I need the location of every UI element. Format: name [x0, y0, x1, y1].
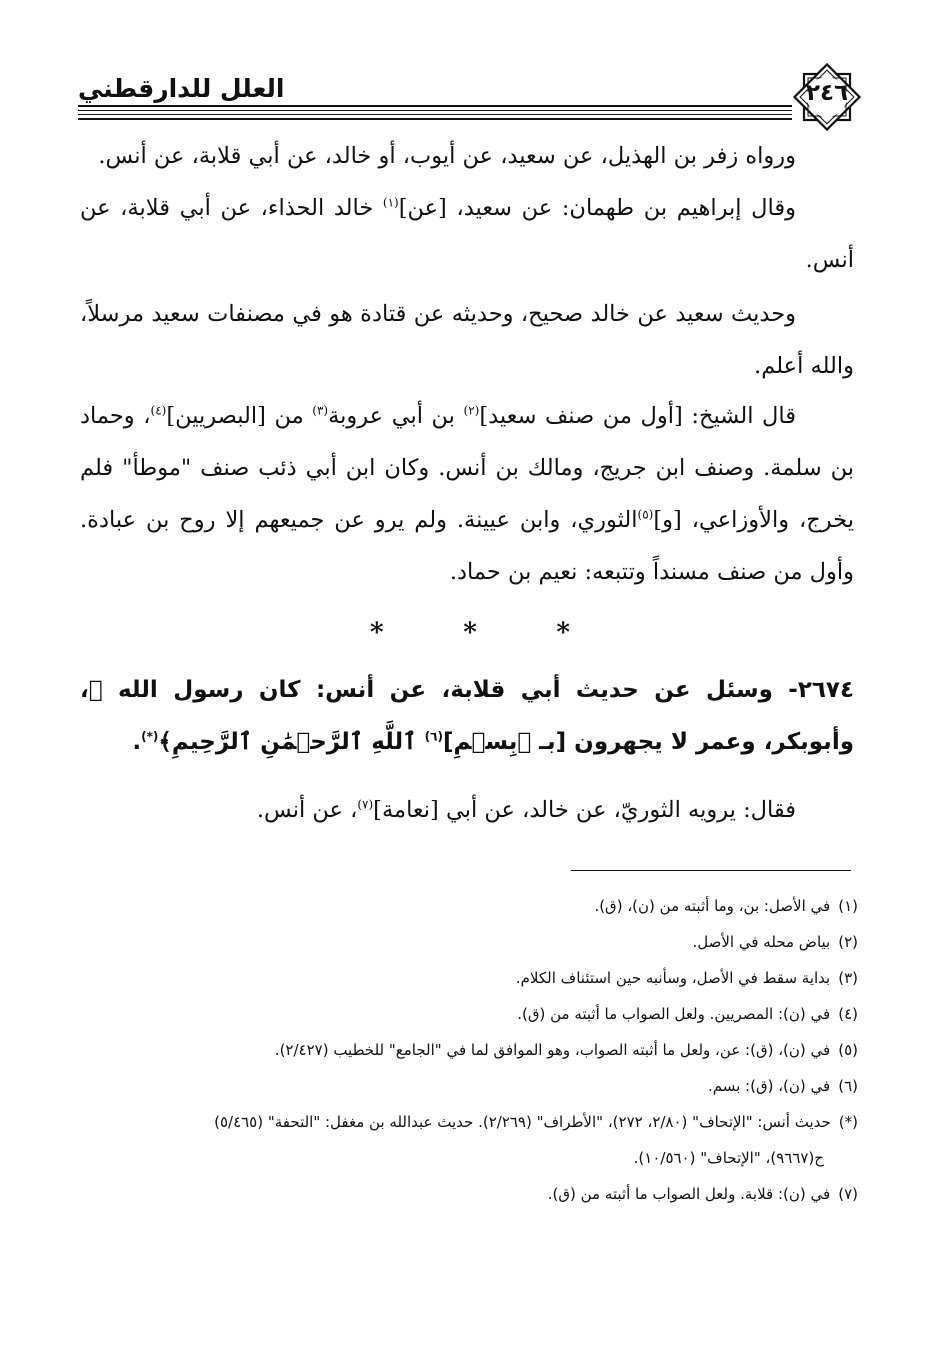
footnote	[84, 1176, 858, 1212]
paragraph: وحديث سعيد عن خالد صحيح، وحديثه عن قتادة هو في مصنفات سعيد مرسلاً، والله أعلم.	[80, 301, 854, 379]
paragraph	[80, 784, 854, 836]
paragraph: ورواه زفر بن الهذيل، عن سعيد، عن أيوب، أو خالد، عن أبي قلابة، عن أنس.	[98, 143, 796, 169]
footnote-separator	[571, 870, 851, 871]
header-rule	[78, 118, 792, 120]
asterisk-icon: *	[370, 618, 384, 648]
page-number: ٢٤٦	[805, 80, 849, 106]
footnote	[84, 960, 858, 996]
asterisk-icon: *	[463, 618, 477, 648]
header-rule	[78, 105, 792, 107]
footnote-text: في الأصل: بن، وما أثبته من (ن)، (ق).	[594, 897, 831, 915]
text-run: قال الشيخ: [أول من صنف سعيد]	[479, 403, 796, 429]
footnote-number: (٣)	[838, 969, 858, 987]
text-run: ٢٦٧٤- وسئل عن حديث أبي قلابة، عن أنس: كان رسول الله ﷺ، وأبوبكر، وعمر لا يجهرون [بـ ﴿بِسۡمِ]	[80, 677, 854, 755]
header-rule	[78, 114, 792, 115]
footnote-number: (٤)	[838, 1005, 858, 1023]
footnote-text: في (ن): قلابة. ولعل الصواب ما أثبته من (ق).	[547, 1185, 831, 1203]
paragraph	[80, 390, 854, 598]
asterisk-icon: *	[556, 618, 570, 648]
footnote	[84, 1068, 858, 1104]
footnote-number: (٥)	[838, 1041, 858, 1059]
footnote	[84, 1104, 858, 1140]
footnote-number: (٧)	[838, 1185, 858, 1203]
footnote-ref: (٧)	[357, 797, 374, 812]
text-run: الثوري، وابن عيينة. ولم يرو عن جميعهم إلا روح بن عبادة. وأول من صنف مسنداً وتتبعه: نعيم بن حماد.	[80, 507, 854, 585]
footnote-continuation: ح(٩٦٦٧)، "الإتحاف" (١٠/٥٦٠).	[633, 1149, 824, 1167]
footnote	[84, 1032, 858, 1068]
text-run: ، وحماد بن سلمة. وصنف ابن جريج، ومالك بن أنس. وكان ابن أبي ذئب صنف "موطأ" فلم يخرج، والأوزاعي، [و]	[80, 403, 854, 533]
footnote-ref: (٤)	[150, 403, 167, 418]
footnote-ref: (٢)	[463, 403, 480, 418]
text-run: خالد الحذاء، عن أبي قلابة، عن أنس.	[80, 195, 854, 273]
footnote-text: في (ن)، (ق): بسم.	[707, 1077, 831, 1095]
footnote-number: (*)	[838, 1113, 858, 1131]
text-run: .	[132, 729, 142, 755]
footnote-ref: (٦)	[424, 729, 443, 744]
text-run: وقال إبراهيم بن طهمان: عن سعيد، [عن]	[398, 195, 796, 221]
footnote-text: بداية سقط في الأصل، وسأنبه حين استئناف الكلام.	[515, 969, 831, 987]
entry-heading	[80, 664, 854, 768]
footnote-ref: (٥)	[637, 507, 654, 522]
footnote-ref: (٣)	[312, 403, 329, 418]
footnote	[84, 924, 858, 960]
text-run: بن أبي عروبة	[328, 403, 464, 429]
footnote-text: بياض محله في الأصل.	[692, 933, 831, 951]
footnote-number: (١)	[838, 897, 858, 915]
footnote-text: حديث أنس: "الإتحاف" (٢/٨٠، ٢٧٢)، "الأطراف" (٢/٢٦٩). حديث عبدالله بن مغفل: "التحفة" (٥/٤٦٥)	[214, 1113, 831, 1131]
footnote-number: (٢)	[838, 933, 858, 951]
footnotes	[84, 888, 858, 1212]
page-header	[78, 60, 848, 130]
footnote-text: في (ن): المصريين. ولعل الصواب ما أثبته من (ق).	[517, 1005, 831, 1023]
footnote-text: في (ن)، (ق): عن، ولعل ما أثبته الصواب، وهو الموافق لما في "الجامع" للخطيب (٢/٤٢٧).	[274, 1041, 831, 1059]
text-run: ٱللَّهِ ٱلرَّحۡمَٰنِ ٱلرَّحِيمِ﴾	[158, 729, 425, 755]
header-rule	[78, 110, 792, 111]
book-title: العلل للدارقطني	[78, 74, 285, 103]
text-run: ، عن أنس.	[256, 797, 358, 823]
footnote-ref: (١)	[382, 195, 399, 210]
section-divider	[370, 618, 570, 648]
paragraph	[80, 182, 854, 286]
text-run: فقال: يرويه الثوريّ، عن خالد، عن أبي [نعامة]	[373, 797, 796, 823]
footnote-ref: (*)	[141, 729, 159, 744]
text-run: من [البصريين]	[166, 403, 313, 429]
footnote	[84, 996, 858, 1032]
page-number-badge	[790, 60, 864, 134]
footnote-number: (٦)	[838, 1077, 858, 1095]
footnote	[84, 888, 858, 924]
